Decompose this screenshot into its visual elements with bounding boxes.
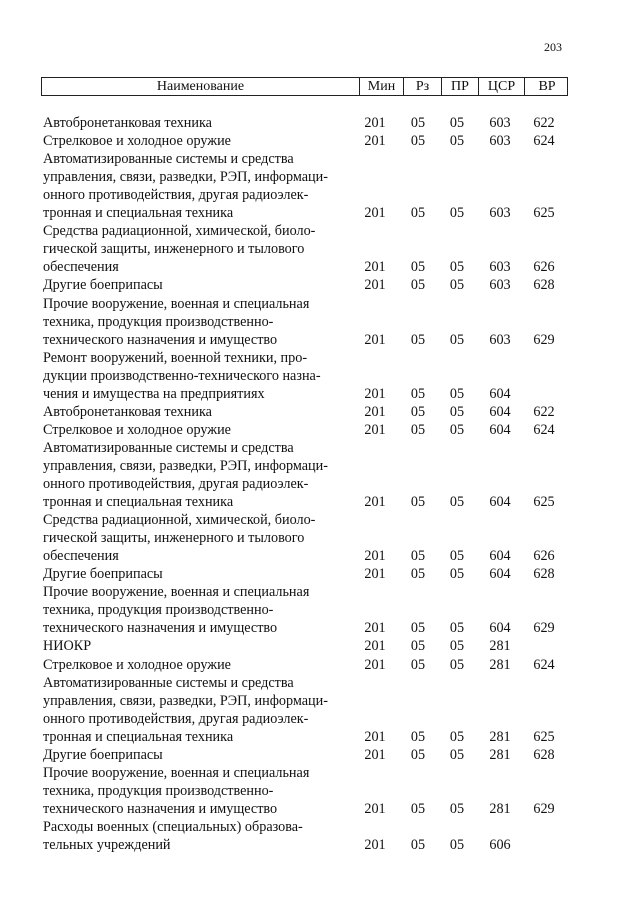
cell-name: тронная и специальная техника [43, 494, 234, 511]
header-pr: ПР [441, 78, 478, 95]
cell-csr: 281 [489, 746, 511, 763]
cell-name: Прочие вооружение, военная и специальная [43, 584, 310, 601]
cell-pr: 05 [449, 566, 465, 583]
cell-vr: 628 [533, 746, 555, 763]
table-row [0, 439, 640, 457]
cell-pr: 05 [449, 385, 465, 402]
cell-name: технического назначения и имущество [43, 620, 278, 637]
cell-pr: 05 [449, 638, 465, 655]
cell-rz: 05 [410, 728, 426, 745]
cell-name: техника, продукция производственно- [43, 602, 274, 619]
cell-name: Прочие вооружение, военная и специальная [43, 764, 310, 781]
cell-name: Стрелковое и холодное оружие [43, 421, 231, 438]
cell-min: 201 [364, 403, 386, 420]
cell-name: обеспечения [43, 548, 119, 565]
cell-csr: 604 [489, 421, 511, 438]
cell-name: Другие боеприпасы [43, 566, 163, 583]
cell-name: Автоматизированные системы и средства [43, 674, 294, 691]
cell-rz: 05 [410, 331, 426, 348]
cell-min: 201 [364, 115, 386, 131]
cell-name: тельных учреждений [43, 837, 171, 853]
cell-min: 201 [364, 259, 386, 276]
cell-vr: 625 [533, 205, 555, 222]
table-row [0, 710, 640, 728]
cell-rz: 05 [410, 133, 426, 150]
cell-rz: 05 [410, 746, 426, 763]
cell-min: 201 [364, 620, 386, 637]
cell-vr: 625 [533, 494, 555, 511]
table-row [0, 367, 640, 385]
cell-name: онного противодействия, другая радиоэлек- [43, 710, 309, 727]
cell-csr: 281 [489, 800, 511, 817]
cell-pr: 05 [449, 403, 465, 420]
cell-min: 201 [364, 728, 386, 745]
cell-min: 201 [364, 548, 386, 565]
cell-vr: 629 [533, 620, 555, 637]
cell-pr: 05 [449, 746, 465, 763]
cell-rz: 05 [410, 421, 426, 438]
cell-rz: 05 [410, 115, 426, 131]
cell-name: управления, связи, разведки, РЭП, информаци- [43, 169, 328, 186]
cell-csr: 281 [489, 656, 511, 673]
cell-csr: 604 [489, 494, 511, 511]
cell-vr: 629 [533, 800, 555, 817]
cell-rz: 05 [410, 385, 426, 402]
cell-pr: 05 [449, 115, 465, 131]
cell-pr: 05 [449, 837, 465, 853]
cell-csr: 604 [489, 620, 511, 637]
cell-rz: 05 [410, 548, 426, 565]
cell-csr: 604 [489, 566, 511, 583]
cell-pr: 05 [449, 548, 465, 565]
cell-min: 201 [364, 205, 386, 222]
cell-name: онного противодействия, другая радиоэлек- [43, 187, 309, 204]
table-row [0, 836, 640, 854]
cell-rz: 05 [410, 638, 426, 655]
cell-pr: 05 [449, 277, 465, 294]
table-row [0, 240, 640, 258]
cell-vr: 624 [533, 421, 555, 438]
table-row [0, 475, 640, 493]
cell-csr: 603 [489, 205, 511, 222]
table-row [0, 583, 640, 601]
cell-rz: 05 [410, 566, 426, 583]
table-row [0, 114, 640, 132]
cell-pr: 05 [449, 205, 465, 222]
header-min: Мин [359, 78, 403, 95]
table-row [0, 457, 640, 475]
cell-name: Автоматизированные системы и средства [43, 439, 294, 456]
table-row [0, 529, 640, 547]
table-row [0, 818, 640, 836]
cell-name: гической защиты, инженерного и тылового [43, 241, 305, 258]
table-row [0, 331, 640, 349]
table-row [0, 385, 640, 403]
cell-csr: 604 [489, 403, 511, 420]
table-row [0, 674, 640, 692]
cell-csr: 604 [489, 548, 511, 565]
cell-csr: 281 [489, 728, 511, 745]
cell-min: 201 [364, 385, 386, 402]
table-row [0, 511, 640, 529]
cell-csr: 606 [489, 837, 511, 853]
cell-rz: 05 [410, 277, 426, 294]
cell-name: техника, продукция производственно- [43, 782, 274, 799]
cell-name: Автобронетанковая техника [43, 115, 212, 131]
cell-min: 201 [364, 421, 386, 438]
table-row [0, 186, 640, 204]
cell-rz: 05 [410, 494, 426, 511]
table-row [0, 403, 640, 421]
cell-name: чения и имущества на предприятиях [43, 385, 265, 402]
cell-name: тронная и специальная техника [43, 205, 234, 222]
table-row [0, 565, 640, 583]
cell-vr: 628 [533, 277, 555, 294]
table-row [0, 764, 640, 782]
table-row [0, 421, 640, 439]
cell-vr: 626 [533, 259, 555, 276]
cell-csr: 604 [489, 385, 511, 402]
cell-name: Ремонт вооружений, военной техники, про- [43, 349, 308, 366]
cell-name: Другие боеприпасы [43, 277, 163, 294]
cell-vr: 628 [533, 566, 555, 583]
cell-pr: 05 [449, 133, 465, 150]
cell-rz: 05 [410, 403, 426, 420]
table-row [0, 746, 640, 764]
table-row [0, 258, 640, 276]
table-row [0, 692, 640, 710]
cell-name: Средства радиационной, химической, биоло- [43, 512, 316, 529]
cell-name: обеспечения [43, 259, 119, 276]
cell-pr: 05 [449, 800, 465, 817]
table-row [0, 132, 640, 150]
cell-rz: 05 [410, 656, 426, 673]
cell-name: Автоматизированные системы и средства [43, 151, 294, 168]
table-row [0, 493, 640, 511]
cell-name: технического назначения и имущество [43, 800, 278, 817]
cell-pr: 05 [449, 728, 465, 745]
cell-rz: 05 [410, 259, 426, 276]
cell-vr: 622 [533, 115, 555, 131]
cell-vr: 629 [533, 331, 555, 348]
cell-vr: 626 [533, 548, 555, 565]
table-row [0, 728, 640, 746]
cell-csr: 603 [489, 115, 511, 131]
table-row [0, 204, 640, 222]
cell-min: 201 [364, 133, 386, 150]
cell-vr: 625 [533, 728, 555, 745]
cell-pr: 05 [449, 620, 465, 637]
cell-pr: 05 [449, 331, 465, 348]
cell-pr: 05 [449, 656, 465, 673]
cell-name: Прочие вооружение, военная и специальная [43, 295, 310, 312]
table-row [0, 800, 640, 818]
cell-name: управления, связи, разведки, РЭП, информаци- [43, 692, 328, 709]
cell-name: Автобронетанковая техника [43, 403, 212, 420]
cell-csr: 603 [489, 331, 511, 348]
cell-min: 201 [364, 800, 386, 817]
cell-name: технического назначения и имущество [43, 331, 278, 348]
table-row [0, 150, 640, 168]
cell-pr: 05 [449, 494, 465, 511]
cell-vr: 624 [533, 133, 555, 150]
table-row [0, 782, 640, 800]
cell-min: 201 [364, 566, 386, 583]
table-row [0, 222, 640, 240]
cell-pr: 05 [449, 259, 465, 276]
cell-rz: 05 [410, 800, 426, 817]
cell-rz: 05 [410, 620, 426, 637]
cell-pr: 05 [449, 421, 465, 438]
header-rz: Рз [403, 78, 441, 95]
cell-name: НИОКР [43, 638, 92, 655]
table-row [0, 656, 640, 674]
cell-min: 201 [364, 746, 386, 763]
cell-rz: 05 [410, 837, 426, 853]
cell-min: 201 [364, 656, 386, 673]
table-row [0, 547, 640, 565]
cell-name: Средства радиационной, химической, биоло- [43, 223, 316, 240]
cell-vr: 622 [533, 403, 555, 420]
cell-name: Другие боеприпасы [43, 746, 163, 763]
cell-csr: 603 [489, 259, 511, 276]
cell-min: 201 [364, 638, 386, 655]
header-name: Наименование [156, 79, 245, 94]
cell-name: Стрелковое и холодное оружие [43, 133, 231, 150]
header-csr: ЦСР [478, 78, 524, 95]
header-vr: ВР [524, 78, 569, 95]
table-row [0, 619, 640, 637]
cell-min: 201 [364, 494, 386, 511]
cell-name: управления, связи, разведки, РЭП, информаци- [43, 457, 328, 474]
cell-name: онного противодействия, другая радиоэлек- [43, 476, 309, 492]
cell-name: дукции производственно-технического назна- [43, 367, 321, 384]
cell-min: 201 [364, 837, 386, 853]
cell-csr: 603 [489, 277, 511, 294]
cell-csr: 603 [489, 133, 511, 150]
cell-name: техника, продукция производственно- [43, 313, 274, 330]
cell-name: Расходы военных (специальных) образова- [43, 818, 303, 835]
table-row [0, 601, 640, 619]
table-row [0, 637, 640, 655]
table-row [0, 276, 640, 294]
cell-name: гической защиты, инженерного и тылового [43, 530, 305, 547]
table-row [0, 349, 640, 367]
cell-vr: 624 [533, 656, 555, 673]
cell-name: Стрелковое и холодное оружие [43, 656, 231, 673]
table-row [0, 168, 640, 186]
table-row [0, 295, 640, 313]
cell-rz: 05 [410, 205, 426, 222]
cell-min: 201 [364, 277, 386, 294]
cell-csr: 281 [489, 638, 511, 655]
cell-name: тронная и специальная техника [43, 728, 234, 745]
cell-min: 201 [364, 331, 386, 348]
table-row [0, 313, 640, 331]
page-number: 203 [544, 40, 562, 54]
